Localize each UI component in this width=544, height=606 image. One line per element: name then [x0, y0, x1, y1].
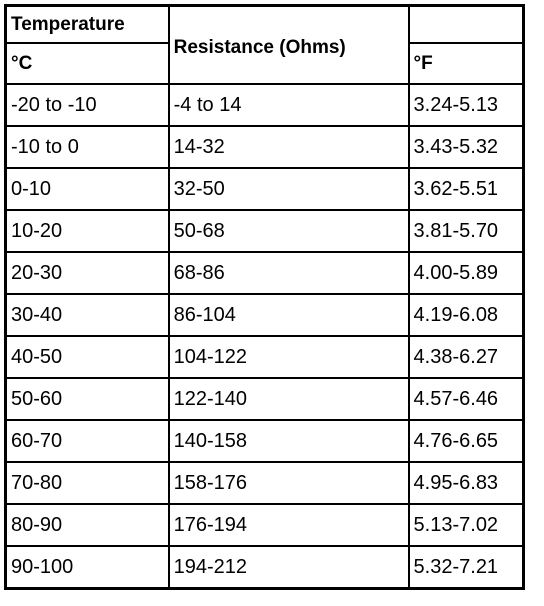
table-row: [6, 84, 524, 126]
cell-celsius: -20 to -10: [6, 84, 169, 126]
cell-resistance: 158-176: [169, 462, 409, 504]
cell-resistance: 122-140: [169, 378, 409, 420]
table-row: [6, 546, 524, 589]
cell-celsius: 90-100: [6, 546, 169, 589]
cell-fahrenheit: 3.43-5.32: [409, 126, 524, 168]
cell-fahrenheit: 4.00-5.89: [409, 252, 524, 294]
cell-resistance: -4 to 14: [169, 84, 409, 126]
header-celsius: °C: [6, 43, 169, 84]
cell-fahrenheit: 4.38-6.27: [409, 336, 524, 378]
cell-celsius: 40-50: [6, 336, 169, 378]
header-fahrenheit: °F: [409, 43, 524, 84]
cell-resistance: 32-50: [169, 168, 409, 210]
cell-fahrenheit: 5.32-7.21: [409, 546, 524, 589]
table-row: [6, 462, 524, 504]
cell-fahrenheit: 3.81-5.70: [409, 210, 524, 252]
cell-celsius: 20-30: [6, 252, 169, 294]
cell-celsius: 10-20: [6, 210, 169, 252]
table-row: [6, 252, 524, 294]
header-row-top: [6, 6, 524, 44]
cell-celsius: 0-10: [6, 168, 169, 210]
cell-fahrenheit: 4.19-6.08: [409, 294, 524, 336]
cell-celsius: 80-90: [6, 504, 169, 546]
cell-fahrenheit: 4.57-6.46: [409, 378, 524, 420]
cell-fahrenheit: 4.95-6.83: [409, 462, 524, 504]
temperature-resistance-table: [4, 4, 525, 590]
cell-resistance: 194-212: [169, 546, 409, 589]
table-row: [6, 294, 524, 336]
table-row: [6, 336, 524, 378]
table-row: [6, 126, 524, 168]
cell-fahrenheit: 5.13-7.02: [409, 504, 524, 546]
cell-resistance: 68-86: [169, 252, 409, 294]
table-row: [6, 168, 524, 210]
cell-celsius: 70-80: [6, 462, 169, 504]
table-row: [6, 504, 524, 546]
cell-resistance: 86-104: [169, 294, 409, 336]
table-row: [6, 210, 524, 252]
header-temperature: Temperature: [6, 6, 169, 44]
cell-fahrenheit: 3.24-5.13: [409, 84, 524, 126]
cell-resistance: 140-158: [169, 420, 409, 462]
cell-resistance: 14-32: [169, 126, 409, 168]
table-row: [6, 378, 524, 420]
cell-celsius: 30-40: [6, 294, 169, 336]
table-row: [6, 420, 524, 462]
header-blank-cell: [409, 6, 524, 44]
cell-fahrenheit: 4.76-6.65: [409, 420, 524, 462]
cell-celsius: 50-60: [6, 378, 169, 420]
cell-celsius: 60-70: [6, 420, 169, 462]
header-resistance: Resistance (Ohms): [169, 6, 409, 85]
cell-resistance: 104-122: [169, 336, 409, 378]
cell-fahrenheit: 3.62-5.51: [409, 168, 524, 210]
table-body: [6, 6, 524, 589]
cell-resistance: 176-194: [169, 504, 409, 546]
cell-resistance: 50-68: [169, 210, 409, 252]
cell-celsius: -10 to 0: [6, 126, 169, 168]
